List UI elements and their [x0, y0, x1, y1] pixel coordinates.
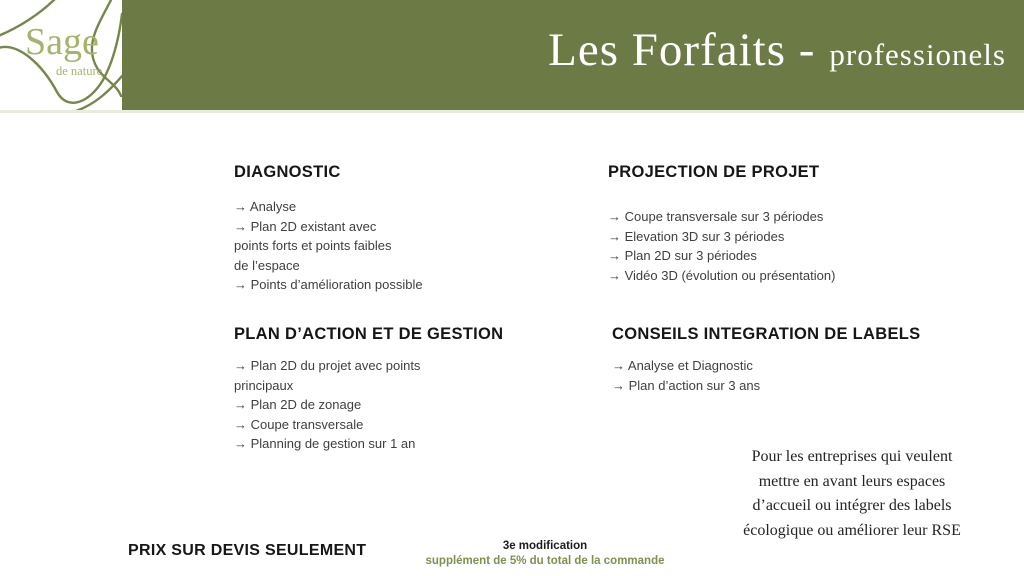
- list-line: → Coupe transversale: [234, 416, 364, 432]
- price-text: PRIX SUR DEVIS SEULEMENT: [128, 542, 367, 559]
- header-divider: [0, 110, 1024, 113]
- list-line: principaux: [234, 377, 294, 393]
- slide-title: [122, 0, 1024, 110]
- list-line: → Analyse: [234, 199, 297, 214]
- brand-name: Sage: [25, 21, 99, 63]
- list-line: → Elevation 3D sur 3 périodes: [608, 228, 785, 244]
- list-line: → Plan d’action sur 3 ans: [612, 377, 761, 393]
- title-sub: professionels: [829, 37, 1006, 72]
- section-heading: PROJECTION DE PROJET: [608, 163, 820, 181]
- list-line: → Plan 2D existant avec: [234, 218, 377, 234]
- modification-label: 3e modification: [502, 540, 588, 552]
- section-list: [608, 207, 835, 285]
- list-line: → Planning de gestion sur 1 an: [234, 436, 416, 451]
- section-list: [612, 356, 920, 395]
- list-line: points forts et points faibles: [234, 238, 392, 253]
- list-line: → Vidéo 3D (évolution ou présentation): [608, 267, 836, 283]
- brand-tagline: de nature: [56, 64, 103, 78]
- list-line: mettre en avant leurs espaces: [758, 472, 946, 490]
- section-projection-de-projet: [608, 163, 835, 285]
- title-main: Les Forfaits -: [548, 24, 816, 76]
- section-list: [234, 356, 503, 454]
- note-paragraph: [702, 445, 1002, 543]
- list-line: de l’espace: [234, 257, 300, 273]
- section-heading: DIAGNOSTIC: [234, 163, 341, 181]
- section-heading: PLAN D’ACTION ET DE GESTION: [234, 325, 504, 343]
- modification-block: [400, 540, 690, 567]
- list-line: → Coupe transversale sur 3 périodes: [608, 209, 824, 224]
- section-plan-daction-et-de-gestion: [234, 325, 503, 454]
- list-line: → Plan 2D de zonage: [234, 397, 362, 412]
- logo: [0, 0, 122, 110]
- section-diagnostic: [234, 163, 423, 295]
- list-line: → Plan 2D du projet avec points: [234, 358, 421, 373]
- section-list: [234, 197, 423, 295]
- list-line: → Analyse et Diagnostic: [612, 358, 753, 373]
- list-line: Pour les entreprises qui veulent: [751, 448, 953, 465]
- list-line: écologique ou améliorer leur RSE: [743, 521, 961, 539]
- list-line: d’accueil ou intégrer des labels: [752, 497, 952, 514]
- list-line: → Plan 2D sur 3 périodes: [608, 248, 757, 263]
- list-line: → Points d’amélioration possible: [234, 277, 423, 292]
- section-heading: CONSEILS INTEGRATION DE LABELS: [612, 325, 921, 343]
- section-conseils-integration-de-labels: [612, 325, 920, 395]
- supplement-note: supplément de 5% du total de la commande: [425, 555, 665, 567]
